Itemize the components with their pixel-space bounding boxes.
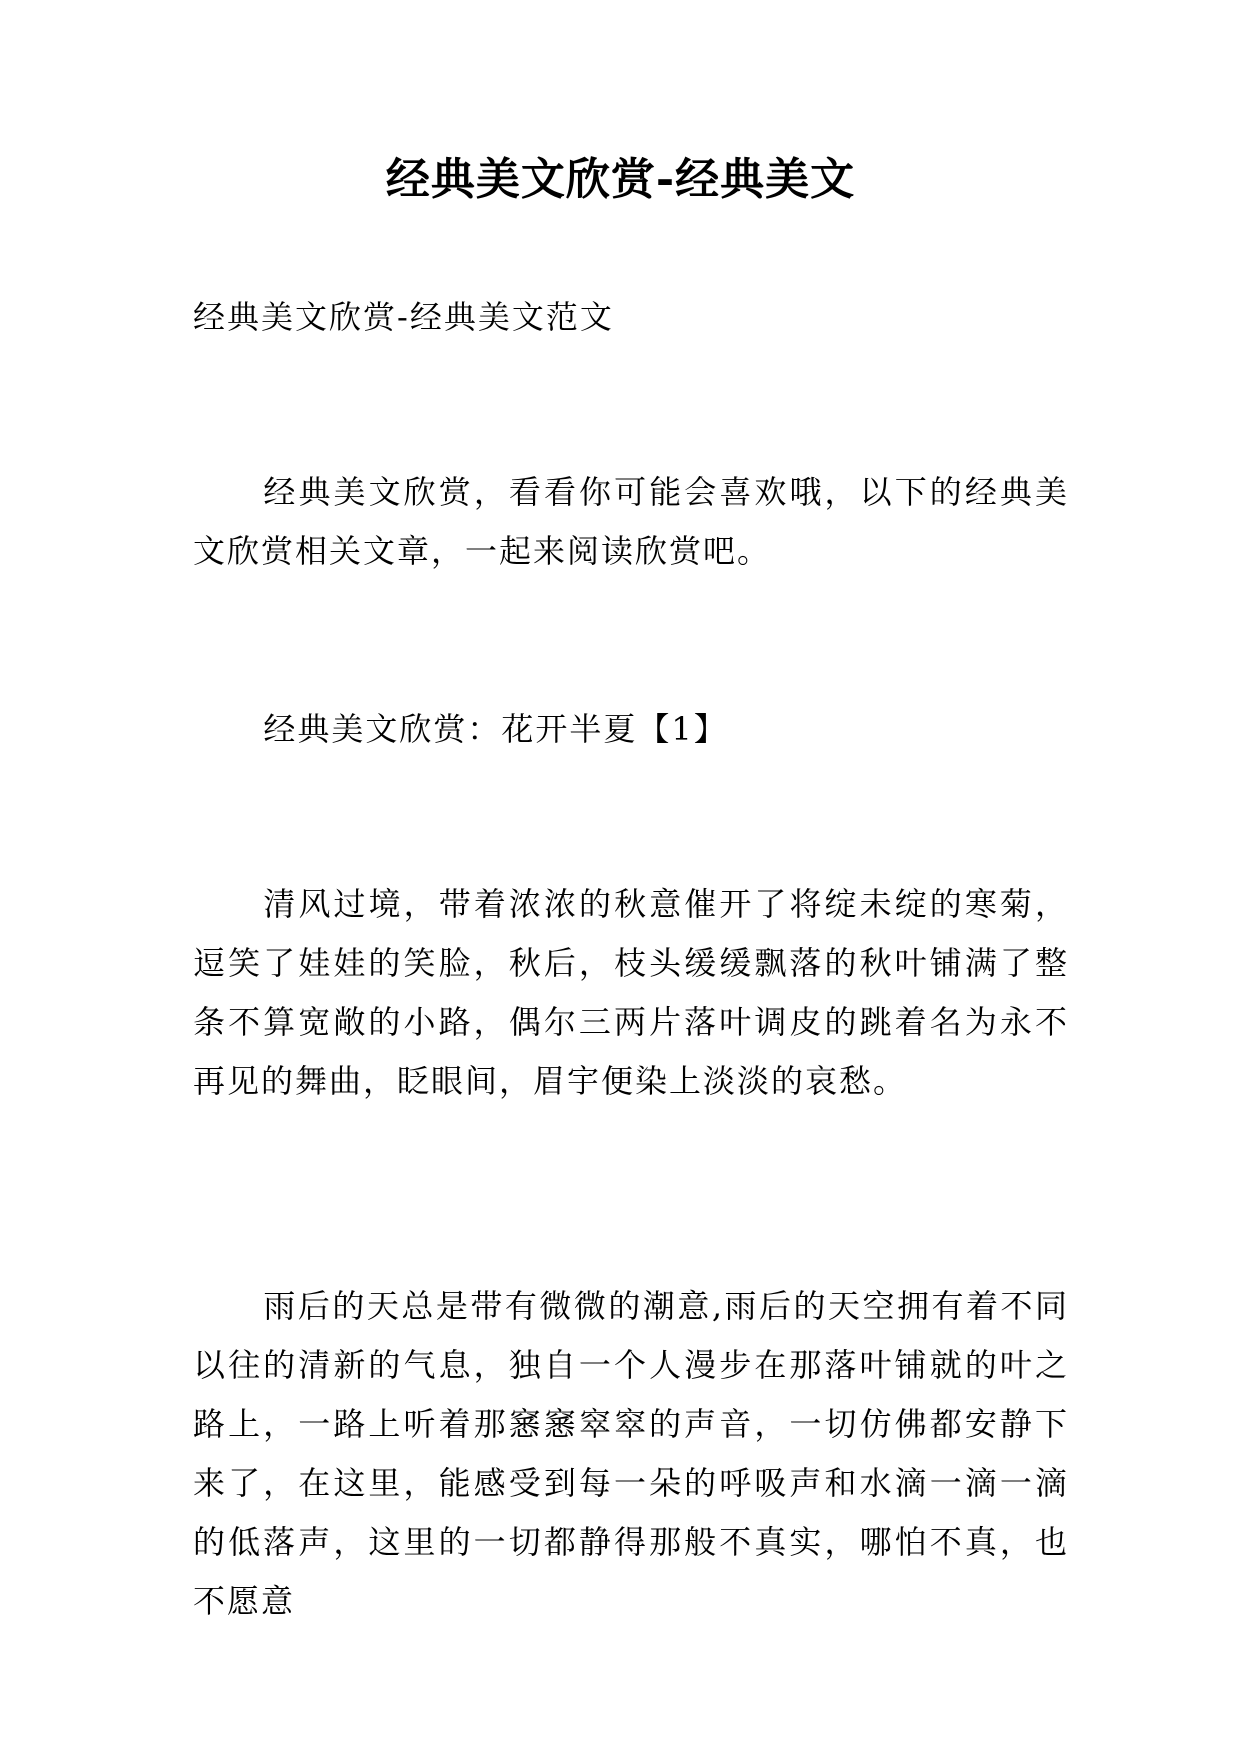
body-paragraph: 清风过境，带着浓浓的秋意催开了将绽未绽的寒菊，逗笑了娃娃的笑脸，秋后，枝头缓缓飘落的秋叶铺满了整条不算宽敞的小路，偶尔三两片落叶调皮的跳着名为永不再见的舞曲，眨眼间，眉宇便染上淡淡的哀愁。 xyxy=(193,885,1069,1100)
document-subtitle: 经典美文欣赏-经典美文范文 xyxy=(193,298,614,336)
section-heading: 经典美文欣赏：花开半夏【1】 xyxy=(263,710,728,748)
body-paragraph: 雨后的天总是带有微微的潮意,雨后的天空拥有着不同以往的清新的气息，独自一个人漫步在那落叶铺就的叶之路上，一路上听着那窸窸窣窣的声音，一切仿佛都安静下来了，在这里，能感受到每一朵的呼吸声和水滴一滴一滴的低落声，这里的一切都静得那般不真实，哪怕不真，也不愿意 xyxy=(193,1287,1069,1620)
document-title: 经典美文欣赏-经典美文 xyxy=(385,154,856,205)
intro-paragraph: 经典美文欣赏，看看你可能会喜欢哦，以下的经典美文欣赏相关文章，一起来阅读欣赏吧。 xyxy=(193,473,1069,570)
